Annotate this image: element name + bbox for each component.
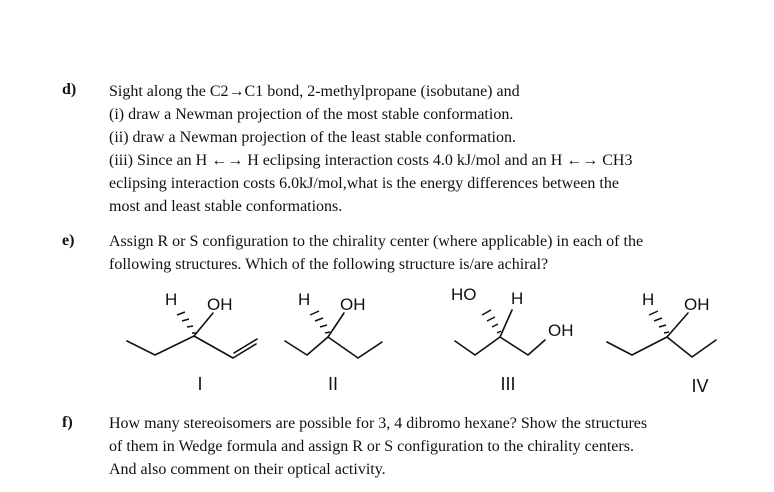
structure-3-oh-label: OH [548, 321, 574, 340]
structure-3 [451, 285, 574, 394]
question-f-label: f) [62, 414, 73, 431]
structure-1-chain [127, 336, 256, 358]
structure-4-numeral: IV [691, 376, 709, 396]
structure-1-hash-bond [177, 312, 196, 333]
structure-3-numeral: III [500, 374, 516, 394]
question-f-line: of them in Wedge formula and assign R or S configuration to the chirality centers. [109, 438, 634, 455]
structure-2-hash-bond [310, 311, 330, 333]
question-d-label: d) [62, 81, 77, 98]
structure-2-oh-bond [328, 313, 344, 337]
structure-4-oh-label: OH [684, 295, 710, 314]
structure-4 [607, 290, 716, 396]
structure-3-h-bond [500, 310, 512, 337]
structure-4-chain [607, 337, 716, 357]
structure-3-h-label: H [511, 289, 524, 308]
question-f-line: How many stereoisomers are possible for 3, 4 dibromo hexane? Show the structures [109, 415, 648, 432]
structure-3-hash-bond [482, 310, 501, 333]
structure-1-oh-label: OH [207, 295, 233, 314]
question-d-line: (iii) Since an H ←→ H eclipsing interaction costs 4.0 kJ/mol and an H ←→ CH3 [109, 152, 633, 169]
structure-1-h-label: H [165, 290, 178, 309]
structure-1-oh-bond [194, 313, 213, 336]
question-e-line: Assign R or S configuration to the chirality center (where applicable) in each of the [109, 233, 644, 250]
question-d-line: eclipsing interaction costs 6.0kJ/mol,what is the energy differences between the [109, 175, 619, 192]
structure-3-ho-label: HO [451, 285, 477, 304]
structure-1-numeral: I [197, 374, 203, 394]
structure-3-chain [455, 337, 545, 355]
question-e-label: e) [62, 232, 75, 249]
question-d-line: (i) draw a Newman projection of the most stable conformation. [109, 106, 514, 123]
structure-2-chain [285, 337, 382, 358]
structure-2-h-label: H [298, 290, 311, 309]
structure-1 [127, 290, 257, 394]
question-d-line: (ii) draw a Newman projection of the least stable conformation. [109, 129, 516, 146]
question-e-line: following structures. Which of the following structure is/are achiral? [109, 256, 549, 273]
structure-4-h-label: H [642, 290, 655, 309]
question-f-line: And also comment on their optical activity. [109, 461, 386, 478]
question-d-line: most and least stable conformations. [109, 198, 343, 215]
structure-4-hash-bond [649, 311, 669, 333]
structure-2-numeral: II [327, 374, 339, 394]
structure-2 [285, 290, 382, 394]
question-d-line: Sight along the C2→C1 bond, 2-methylpropane (isobutane) and [109, 83, 520, 100]
structure-2-oh-label: OH [340, 295, 366, 314]
structure-4-oh-bond [667, 313, 688, 337]
question-f-text [109, 412, 647, 481]
